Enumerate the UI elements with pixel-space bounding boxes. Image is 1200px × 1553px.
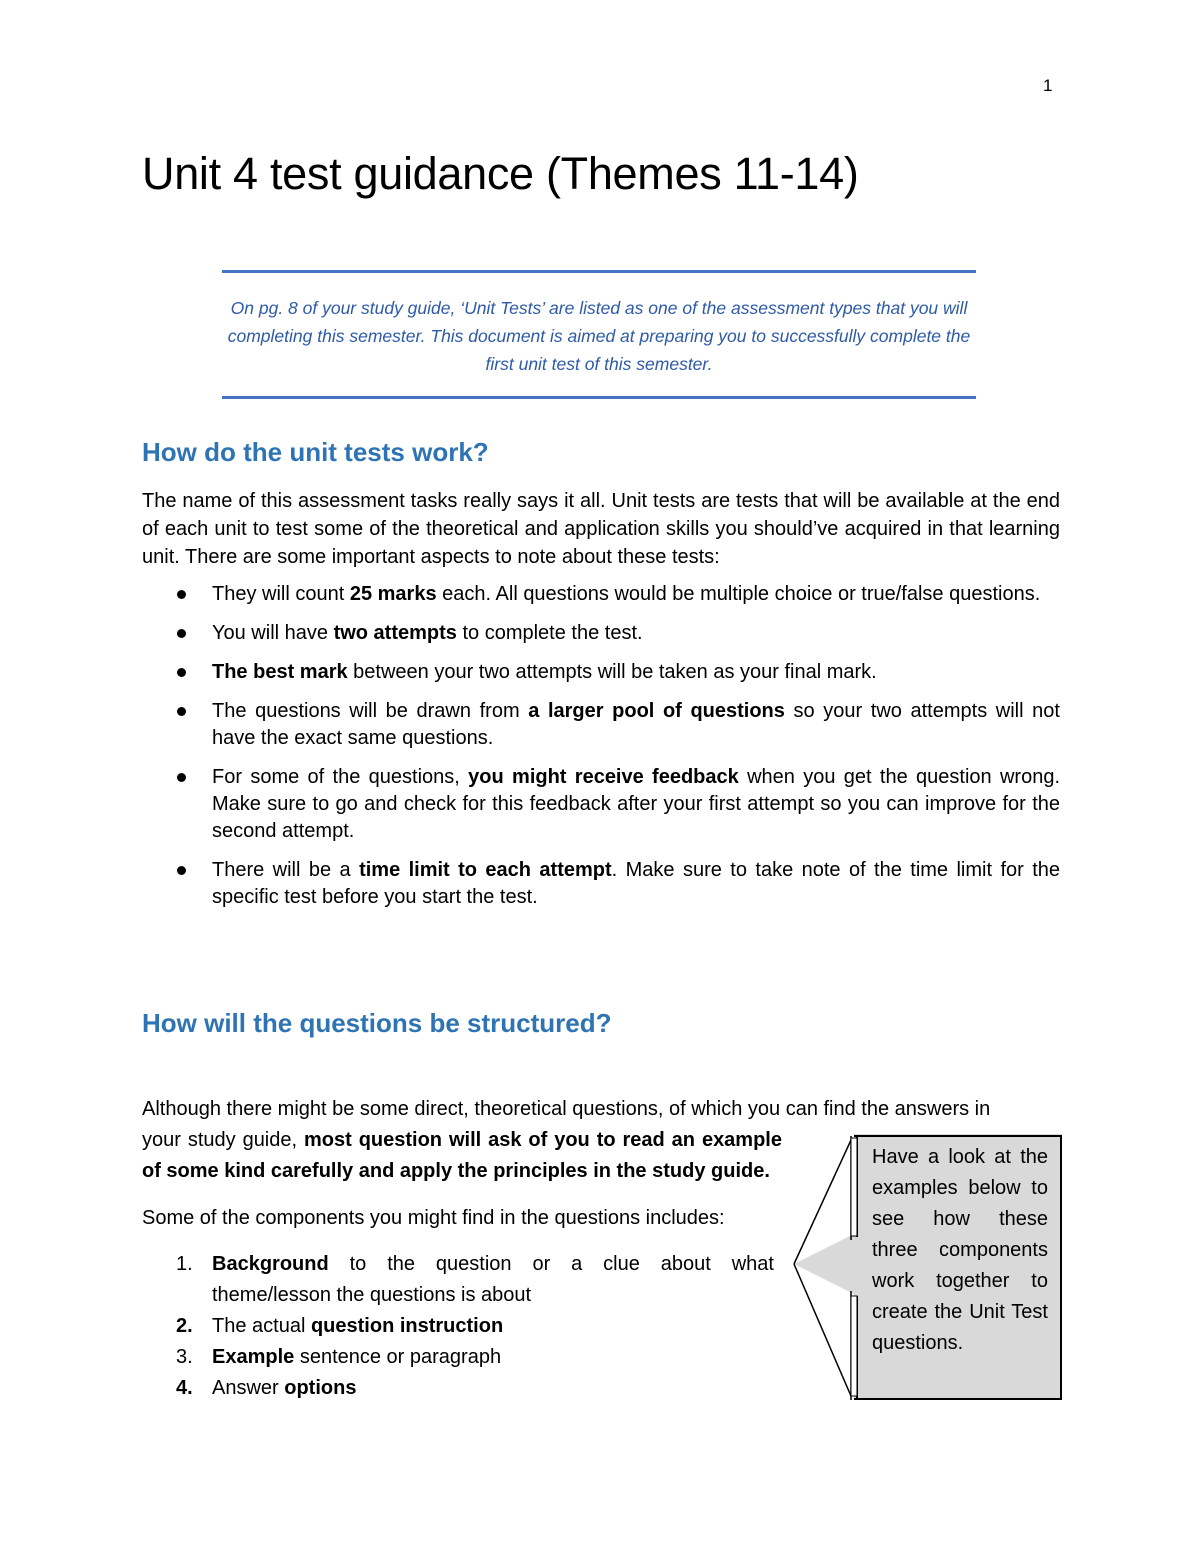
section-heading-question-structure: How will the questions be structured? [142, 1008, 612, 1038]
components-list [142, 1249, 774, 1404]
intro-quote: On pg. 8 of your study guide, ‘Unit Tests’ are listed as one of the assessment types that you will completing this semester. This document is aimed at preparing you to successfully complete the first unit test of this semester. [227, 298, 971, 374]
callout-text: Have a look at the examples below to see how these three components work together to create the Unit Test questions. [872, 1146, 1048, 1354]
list-item: The questions will be drawn from a larger pool of questions so your two attempts will not have the exact same questions. [142, 698, 1060, 752]
quote-rule-bottom [222, 396, 976, 399]
components-intro: Some of the components you might find in the questions includes: [142, 1207, 725, 1229]
list-item: For some of the questions, you might receive feedback when you get the question wrong. Make sure to go and check for this feedback after your first attempt so you can improve for the second attempt. [142, 764, 1060, 845]
section-heading-unit-tests: How do the unit tests work? [142, 437, 489, 467]
bullet-icon [177, 629, 186, 638]
page-number: 1 [1043, 76, 1053, 95]
page-title: Unit 4 test guidance (Themes 11-14) [142, 148, 859, 199]
bullet-icon [177, 866, 186, 875]
structure-paragraph: Although there might be some direct, theoretical questions, of which you can find the answers in your study guide, most question will ask of you to read an example of some kind carefully and apply the principles in the study guide. [142, 1098, 991, 1182]
bullet-icon [177, 707, 186, 716]
bullet-icon [177, 590, 186, 599]
section-paragraph: The name of this assessment tasks really says it all. Unit tests are tests that will be available at the end of each unit to test some of the theoretical and application skills you should’ve acquired in that learning unit. There are some important aspects to note about these tests: [142, 490, 1060, 568]
bullet-icon [177, 773, 186, 782]
list-item: You will have two attempts to complete the test. [142, 620, 1060, 647]
list-item: They will count 25 marks each. All questions would be multiple choice or true/false questions. [142, 581, 1060, 608]
list-item: 4. Answer options [176, 1377, 357, 1399]
list-item: 2. The actual question instruction [176, 1315, 504, 1337]
quote-rule-top [222, 270, 976, 273]
list-item: 3. Example sentence or paragraph [176, 1346, 502, 1368]
list-item: 1. Background to the question or a clue about what theme/lesson the questions is about [176, 1253, 774, 1306]
list-item: The best mark between your two attempts will be taken as your final mark. [142, 659, 1060, 686]
bullet-icon [177, 668, 186, 677]
bullet-list [142, 581, 1060, 923]
list-item: There will be a time limit to each attempt. Make sure to take note of the time limit for the specific test before you start the test. [142, 857, 1060, 911]
